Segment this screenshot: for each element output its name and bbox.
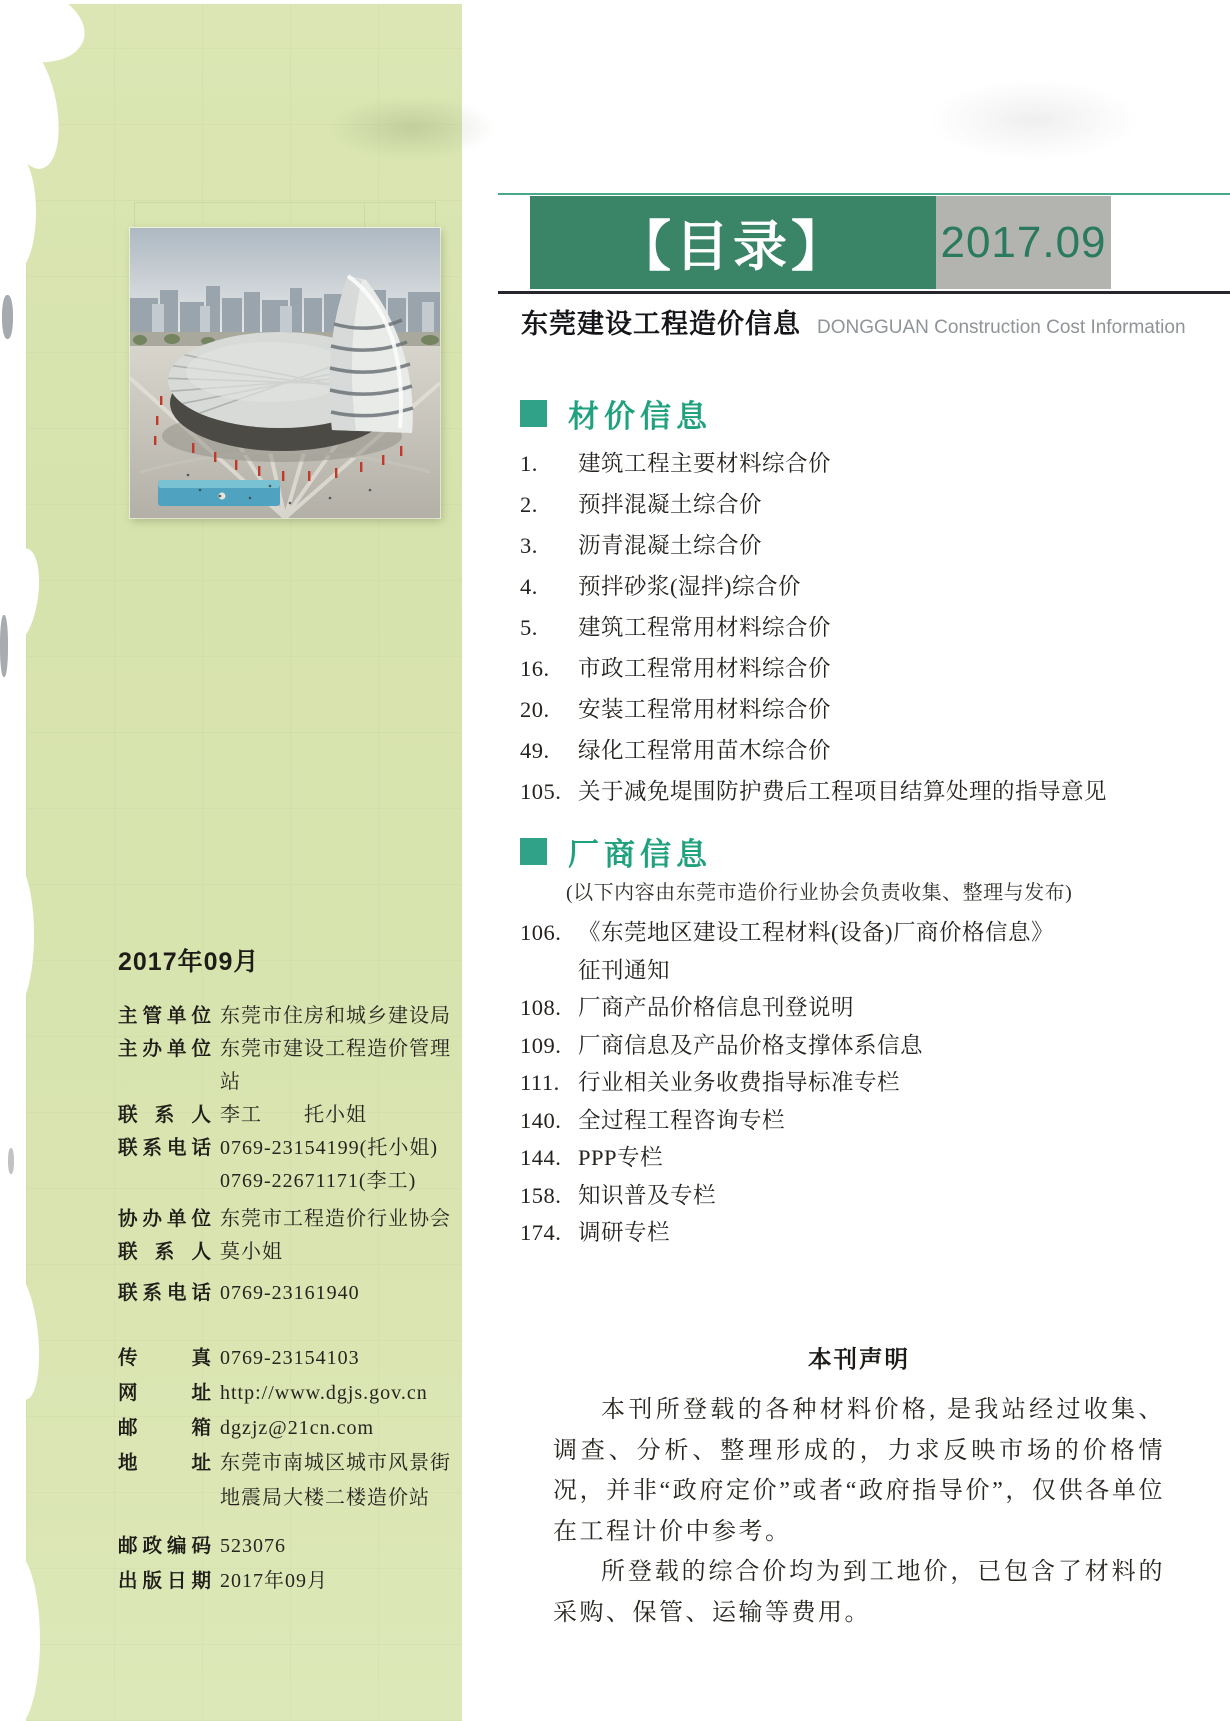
green-square-bullet-icon [520,400,547,427]
toc-item-number: 108. [520,995,562,1020]
info-label: 联系电话 [118,1282,211,1304]
toc-item-label: 建筑工程常用材料综合价 [578,615,832,640]
toc-item-label: 厂商信息及产品价格支撑体系信息 [578,1032,924,1058]
toc-item [520,648,1220,689]
vendor-section-note: (以下内容由东莞市造价行业协会负责收集、整理与发布) [566,882,1073,904]
header-top-rule [498,193,1230,195]
info-label: 联系人 [118,1241,211,1263]
toc-item [520,1102,1220,1140]
toc-item-number: 144. [520,1145,562,1170]
info-values [220,1341,360,1376]
material-price-toc-list [520,443,1220,812]
issue-month-label: 2017年09月 [118,948,260,976]
toc-item-label: 安装工程常用材料综合价 [578,697,832,722]
info-row [118,1203,468,1236]
info-row [118,1236,468,1269]
info-row [118,1376,468,1411]
info-value: 东莞市建设工程造价管理站 [220,1038,451,1093]
toc-item [520,1027,1220,1065]
info-label: 出版日期 [118,1570,211,1592]
toc-item [520,914,1220,989]
info-value: 东莞市住房和城乡建设局 [220,1005,451,1027]
info-value-line2: 地震局大楼二楼造价站 [220,1487,430,1509]
scan-speck [8,1148,14,1174]
journal-title-line [521,302,1186,341]
info-label: 联系电话 [118,1137,211,1159]
info-label: 协办单位 [118,1208,211,1230]
info-values [220,1376,428,1411]
info-label: 主管单位 [118,1005,211,1027]
info-values [220,1236,283,1269]
toc-item [520,989,1220,1027]
info-row [118,1564,468,1599]
toc-item-label: 调研专栏 [578,1220,671,1245]
toc-item-number: 20. [520,697,550,722]
toc-item [520,1064,1220,1102]
bleedthrough-smudge [326,96,496,160]
bleedthrough-smudge [930,80,1140,160]
info-row [118,1000,468,1033]
info-values [220,1000,451,1033]
toc-item-number: 3. [520,533,538,558]
toc-item-number: 106. [520,920,562,945]
info-row [118,1277,468,1310]
cover-photo [130,228,440,518]
info-value: http://www.dgjs.gov.cn [220,1382,428,1404]
toc-title: 【目录】 [617,217,849,277]
toc-item-label: 绿化工程常用苗木综合价 [578,738,832,763]
section-heading-vendor-info [520,829,712,874]
info-row [118,1132,468,1198]
scan-speck [0,615,8,677]
toc-item-label: 建筑工程主要材料综合价 [578,451,832,476]
toc-item-number: 16. [520,656,550,681]
info-values [220,1132,438,1198]
toc-item [520,525,1220,566]
info-label: 邮箱 [118,1417,211,1439]
toc-item-label: 市政工程常用材料综合价 [578,656,832,681]
info-label: 主办单位 [118,1038,211,1060]
toc-item-number: 158. [520,1182,562,1208]
toc-item [520,730,1220,771]
info-value: 莫小姐 [220,1241,283,1263]
section-title-vendor-info: 厂商信息 [568,837,712,872]
toc-header-bar [530,196,936,289]
statement-title: 本刊声明 [808,1346,910,1372]
toc-item-label: 全过程工程咨询专栏 [578,1107,786,1133]
toc-item [520,771,1220,812]
publication-statement [553,1340,1165,1633]
info-value: 东莞市工程造价行业协会 [220,1208,451,1230]
toc-item-label: 预拌砂浆(湿拌)综合价 [578,574,801,599]
info-value: 东莞市南城区城市风景街 [220,1452,451,1474]
info-row [118,1446,468,1516]
toc-item-number: 49. [520,738,550,763]
toc-item-label: 预拌混凝土综合价 [578,492,763,517]
toc-item-number: 140. [520,1107,562,1133]
pool [158,480,280,506]
publication-org-info [118,1000,468,1310]
issue-date: 2017.09 [940,217,1107,267]
info-label: 邮政编码 [118,1535,211,1557]
statement-paragraphs [553,1390,1165,1633]
toc-item-number: 4. [520,574,538,599]
info-values [220,1277,360,1310]
info-value: 523076 [220,1535,286,1557]
statement-paragraph: 所登载的综合价均为到工地价，已包含了材料的采购、保管、运输等费用。 [553,1559,1165,1626]
toc-item [520,1139,1220,1177]
dongguan-science-center-aerial-illustration [130,228,440,518]
toc-item-label: 沥青混凝土综合价 [578,533,763,558]
toc-item-label: 行业相关业务收费指导标准专栏 [578,1070,901,1095]
info-label: 网址 [118,1382,211,1404]
info-label: 联系人 [118,1104,211,1126]
info-values [220,1446,451,1516]
issue-date-box [936,196,1111,289]
info-values [220,1203,451,1236]
info-row [118,1099,468,1132]
toc-item [520,607,1220,648]
info-label: 地址 [118,1452,211,1474]
info-row [118,1341,468,1376]
scan-speck [2,295,13,339]
toc-item [520,566,1220,607]
left-cover-panel [26,4,462,1721]
toc-item-number: 109. [520,1032,562,1058]
toc-item-number: 1. [520,451,538,476]
info-row [118,1529,468,1564]
info-values [220,1099,367,1132]
journal-title-cn: 东莞建设工程造价信息 [521,309,801,339]
info-values [220,1411,374,1446]
toc-item [520,443,1220,484]
info-value: 0769-23161940 [220,1282,360,1304]
info-values [220,1529,286,1564]
info-value-line2: 0769-22671171(李工) [220,1170,417,1192]
info-value: 2017年09月 [220,1570,328,1592]
toc-item-label: 知识普及专栏 [578,1182,717,1208]
toc-item-number: 5. [520,615,538,640]
info-value: 0769-23154103 [220,1347,360,1369]
toc-item-label: 《东莞地区建设工程材料(设备)厂商价格信息》征刊通知 [578,920,1054,983]
info-values [220,1564,328,1599]
toc-item-number: 111. [520,1070,560,1095]
info-label: 传真 [118,1347,211,1369]
statement-paragraph: 本刊所登载的各种材料价格, 是我站经过收集、调查、分析、整理形成的，力求反映市场的价格情况，并非“政府定价”或者“政府指导价”，仅供各单位在工程计价中参考。 [553,1397,1165,1545]
toc-item-label: 厂商产品价格信息刊登说明 [578,995,855,1020]
toc-item [520,1214,1220,1252]
toc-item-label: 关于减免堤围防护费后工程项目结算处理的指导意见 [578,779,1108,804]
journal-title-en: DONGGUAN Construction Cost Information [817,317,1186,338]
header-bottom-rule [498,291,1230,294]
info-row [118,1411,468,1446]
toc-item [520,1177,1220,1215]
info-value: dgzjz@21cn.com [220,1417,375,1439]
green-square-bullet-icon [520,838,547,865]
section-title-material-prices: 材价信息 [568,399,712,434]
info-values [220,1033,468,1099]
toc-item-number: 105. [520,779,562,804]
toc-item [520,484,1220,525]
info-value: 李工 托小姐 [220,1104,367,1126]
info-value: 0769-23154199(托小姐) [220,1137,438,1159]
section-heading-material-prices [520,391,712,436]
toc-item [520,689,1220,730]
info-row [118,1033,468,1099]
publication-contact-info [118,1341,468,1599]
toc-item-number: 2. [520,492,538,517]
vendor-toc-list [520,914,1220,1252]
toc-item-label: PPP专栏 [578,1145,664,1170]
toc-item-number: 174. [520,1220,562,1245]
